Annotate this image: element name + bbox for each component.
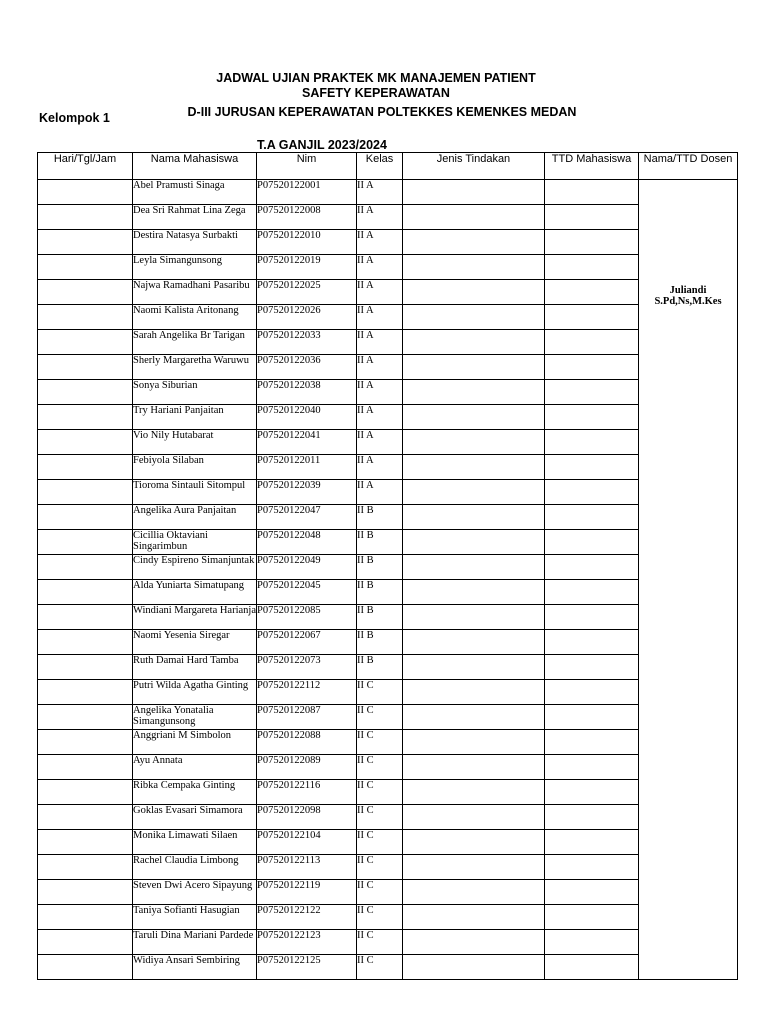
student-nim-cell: P07520122036 — [257, 355, 357, 380]
jenis-tindakan-cell — [403, 180, 545, 205]
jenis-tindakan-cell — [403, 305, 545, 330]
ttd-mahasiswa-cell — [545, 230, 639, 255]
student-name-cell: Angelika Aura Panjaitan — [133, 505, 257, 530]
jenis-tindakan-cell — [403, 630, 545, 655]
ttd-mahasiswa-cell — [545, 830, 639, 855]
table-row — [38, 705, 738, 730]
student-name-cell: Febiyola Silaban — [133, 455, 257, 480]
student-name-cell: Try Hariani Panjaitan — [133, 405, 257, 430]
ttd-mahasiswa-cell — [545, 805, 639, 830]
ttd-mahasiswa-cell — [545, 480, 639, 505]
student-nim-cell: P07520122008 — [257, 205, 357, 230]
ttd-mahasiswa-cell — [545, 355, 639, 380]
student-class-cell: II B — [357, 630, 403, 655]
jenis-tindakan-cell — [403, 205, 545, 230]
student-nim-cell: P07520122088 — [257, 730, 357, 755]
hari-cell — [38, 430, 133, 455]
table-row — [38, 455, 738, 480]
student-name-cell: Abel Pramusti Sinaga — [133, 180, 257, 205]
student-nim-cell: P07520122026 — [257, 305, 357, 330]
jenis-tindakan-cell — [403, 330, 545, 355]
student-nim-cell: P07520122085 — [257, 605, 357, 630]
table-row — [38, 780, 738, 805]
column-header-jenis-tindakan: Jenis Tindakan — [403, 153, 545, 180]
hari-cell — [38, 905, 133, 930]
student-nim-cell: P07520122047 — [257, 505, 357, 530]
student-class-cell: II A — [357, 305, 403, 330]
student-class-cell: II C — [357, 855, 403, 880]
table-row — [38, 380, 738, 405]
jenis-tindakan-cell — [403, 705, 545, 730]
student-nim-cell: P07520122039 — [257, 480, 357, 505]
ttd-mahasiswa-cell — [545, 430, 639, 455]
ttd-mahasiswa-cell — [545, 555, 639, 580]
hari-cell — [38, 255, 133, 280]
ttd-mahasiswa-cell — [545, 580, 639, 605]
ttd-mahasiswa-cell — [545, 655, 639, 680]
table-row — [38, 480, 738, 505]
ttd-mahasiswa-cell — [545, 780, 639, 805]
student-class-cell: II C — [357, 930, 403, 955]
student-nim-cell: P07520122122 — [257, 905, 357, 930]
student-name-cell: Leyla Simangunsong — [133, 255, 257, 280]
table-row — [38, 655, 738, 680]
jenis-tindakan-cell — [403, 555, 545, 580]
student-name-cell: Ruth Damai Hard Tamba — [133, 655, 257, 680]
ttd-mahasiswa-cell — [545, 455, 639, 480]
ttd-mahasiswa-cell — [545, 905, 639, 930]
ttd-mahasiswa-cell — [545, 955, 639, 980]
student-name-cell: Taruli Dina Mariani Pardede — [133, 930, 257, 955]
student-class-cell: II A — [357, 480, 403, 505]
hari-cell — [38, 355, 133, 380]
hari-cell — [38, 580, 133, 605]
table-row — [38, 755, 738, 780]
jenis-tindakan-cell — [403, 805, 545, 830]
student-nim-cell: P07520122113 — [257, 855, 357, 880]
jenis-tindakan-cell — [403, 430, 545, 455]
hari-cell — [38, 805, 133, 830]
hari-cell — [38, 305, 133, 330]
student-name-cell: Alda Yuniarta Simatupang — [133, 580, 257, 605]
student-name-cell: Monika Limawati Silaen — [133, 830, 257, 855]
student-class-cell: II C — [357, 830, 403, 855]
hari-cell — [38, 280, 133, 305]
student-name-cell: Rachel Claudia Limbong — [133, 855, 257, 880]
student-name-cell: Widiya Ansari Sembiring — [133, 955, 257, 980]
table-row — [38, 805, 738, 830]
student-class-cell: II A — [357, 330, 403, 355]
lecturer-cell — [639, 180, 738, 980]
jenis-tindakan-cell — [403, 780, 545, 805]
jenis-tindakan-cell — [403, 730, 545, 755]
student-nim-cell: P07520122067 — [257, 630, 357, 655]
student-name-cell: Sherly Margaretha Waruwu — [133, 355, 257, 380]
lecturer-name: Juliandi — [669, 285, 707, 296]
jenis-tindakan-cell — [403, 580, 545, 605]
table-row — [38, 605, 738, 630]
student-class-cell: II C — [357, 780, 403, 805]
student-name-cell: Dea Sri Rahmat Lina Zega — [133, 205, 257, 230]
student-nim-cell: P07520122112 — [257, 680, 357, 705]
jenis-tindakan-cell — [403, 955, 545, 980]
ttd-mahasiswa-cell — [545, 630, 639, 655]
student-name-cell: Cindy Espireno Simanjuntak — [133, 555, 257, 580]
ttd-mahasiswa-cell — [545, 680, 639, 705]
student-nim-cell: P07520122116 — [257, 780, 357, 805]
column-header-kelas: Kelas — [357, 153, 403, 180]
hari-cell — [38, 730, 133, 755]
hari-cell — [38, 780, 133, 805]
student-nim-cell: P07520122049 — [257, 555, 357, 580]
table-row — [38, 880, 738, 905]
ttd-mahasiswa-cell — [545, 180, 639, 205]
student-nim-cell: P07520122104 — [257, 830, 357, 855]
hari-cell — [38, 855, 133, 880]
jenis-tindakan-cell — [403, 930, 545, 955]
jenis-tindakan-cell — [403, 530, 545, 555]
table-row — [38, 305, 738, 330]
table-row — [38, 180, 738, 205]
table-row — [38, 730, 738, 755]
student-nim-cell: P07520122125 — [257, 955, 357, 980]
table-row — [38, 955, 738, 980]
ttd-mahasiswa-cell — [545, 205, 639, 230]
column-header-nim: Nim — [257, 153, 357, 180]
student-class-cell: II C — [357, 755, 403, 780]
student-name-cell: Sarah Angelika Br Tarigan — [133, 330, 257, 355]
student-nim-cell: P07520122033 — [257, 330, 357, 355]
student-name-cell: Taniya Sofianti Hasugian — [133, 905, 257, 930]
table-row — [38, 530, 738, 555]
student-name-cell: Naomi Kalista Aritonang — [133, 305, 257, 330]
table-row — [38, 505, 738, 530]
hari-cell — [38, 180, 133, 205]
student-class-cell: II C — [357, 705, 403, 730]
ttd-mahasiswa-cell — [545, 930, 639, 955]
hari-cell — [38, 405, 133, 430]
table-row — [38, 205, 738, 230]
student-name-cell: Goklas Evasari Simamora — [133, 805, 257, 830]
hari-cell — [38, 380, 133, 405]
jenis-tindakan-cell — [403, 680, 545, 705]
student-class-cell: II A — [357, 380, 403, 405]
table-row — [38, 905, 738, 930]
student-nim-cell: P07520122010 — [257, 230, 357, 255]
document-subtitle: SAFETY KEPERAWATAN — [302, 86, 450, 100]
hari-cell — [38, 455, 133, 480]
student-nim-cell: P07520122073 — [257, 655, 357, 680]
hari-cell — [38, 330, 133, 355]
student-nim-cell: P07520122098 — [257, 805, 357, 830]
student-class-cell: II A — [357, 280, 403, 305]
column-header-nama: Nama Mahasiswa — [133, 153, 257, 180]
student-name-cell: Sonya Siburian — [133, 380, 257, 405]
table-row — [38, 855, 738, 880]
student-class-cell: II A — [357, 355, 403, 380]
hari-cell — [38, 505, 133, 530]
student-class-cell: II B — [357, 605, 403, 630]
jenis-tindakan-cell — [403, 905, 545, 930]
hari-cell — [38, 605, 133, 630]
table-row — [38, 430, 738, 455]
institution-title: D-III JURUSAN KEPERAWATAN POLTEKKES KEMENKES MEDAN — [187, 105, 577, 119]
student-class-cell: II C — [357, 730, 403, 755]
student-nim-cell: P07520122123 — [257, 930, 357, 955]
student-name-cell: Ayu Annata — [133, 755, 257, 780]
ttd-mahasiswa-cell — [545, 855, 639, 880]
student-class-cell: II A — [357, 180, 403, 205]
hari-cell — [38, 755, 133, 780]
ttd-mahasiswa-cell — [545, 705, 639, 730]
student-class-cell: II C — [357, 905, 403, 930]
jenis-tindakan-cell — [403, 255, 545, 280]
student-nim-cell: P07520122041 — [257, 430, 357, 455]
student-class-cell: II B — [357, 655, 403, 680]
table-row — [38, 355, 738, 380]
student-name-cell: Cicillia Oktaviani Singarimbun — [133, 530, 257, 555]
student-class-cell: II A — [357, 230, 403, 255]
student-class-cell: II C — [357, 880, 403, 905]
jenis-tindakan-cell — [403, 655, 545, 680]
academic-year: T.A GANJIL 2023/2024 — [257, 138, 387, 152]
table-row — [38, 405, 738, 430]
student-nim-cell: P07520122087 — [257, 705, 357, 730]
student-nim-cell: P07520122019 — [257, 255, 357, 280]
student-name-cell: Putri Wilda Agatha Ginting — [133, 680, 257, 705]
student-class-cell: II A — [357, 255, 403, 280]
ttd-mahasiswa-cell — [545, 530, 639, 555]
student-class-cell: II B — [357, 555, 403, 580]
jenis-tindakan-cell — [403, 505, 545, 530]
table-row — [38, 630, 738, 655]
student-class-cell: II A — [357, 430, 403, 455]
ttd-mahasiswa-cell — [545, 880, 639, 905]
exam-schedule-table — [37, 152, 738, 980]
student-class-cell: II C — [357, 955, 403, 980]
student-name-cell: Anggriani M Simbolon — [133, 730, 257, 755]
ttd-mahasiswa-cell — [545, 605, 639, 630]
ttd-mahasiswa-cell — [545, 305, 639, 330]
column-header-hari: Hari/Tgl/Jam — [38, 153, 133, 180]
student-name-cell: Windiani Margareta Harianja — [133, 605, 257, 630]
student-class-cell: II C — [357, 805, 403, 830]
student-class-cell: II A — [357, 455, 403, 480]
table-row — [38, 680, 738, 705]
hari-cell — [38, 930, 133, 955]
column-header-ttd-mahasiswa: TTD Mahasiswa — [545, 153, 639, 180]
student-nim-cell: P07520122048 — [257, 530, 357, 555]
student-class-cell: II A — [357, 205, 403, 230]
jenis-tindakan-cell — [403, 605, 545, 630]
column-header-dosen: Nama/TTD Dosen — [639, 153, 738, 180]
hari-cell — [38, 480, 133, 505]
student-nim-cell: P07520122001 — [257, 180, 357, 205]
ttd-mahasiswa-cell — [545, 380, 639, 405]
ttd-mahasiswa-cell — [545, 730, 639, 755]
student-name-cell: Najwa Ramadhani Pasaribu — [133, 280, 257, 305]
student-nim-cell: P07520122038 — [257, 380, 357, 405]
table-header-row — [38, 153, 738, 180]
hari-cell — [38, 530, 133, 555]
jenis-tindakan-cell — [403, 455, 545, 480]
group-label: Kelompok 1 — [39, 111, 110, 125]
student-class-cell: II A — [357, 405, 403, 430]
jenis-tindakan-cell — [403, 830, 545, 855]
hari-cell — [38, 830, 133, 855]
jenis-tindakan-cell — [403, 405, 545, 430]
student-nim-cell: P07520122119 — [257, 880, 357, 905]
table-row — [38, 930, 738, 955]
jenis-tindakan-cell — [403, 380, 545, 405]
ttd-mahasiswa-cell — [545, 755, 639, 780]
ttd-mahasiswa-cell — [545, 330, 639, 355]
jenis-tindakan-cell — [403, 755, 545, 780]
lecturer-title: S.Pd,Ns,M.Kes — [654, 296, 722, 307]
hari-cell — [38, 680, 133, 705]
hari-cell — [38, 880, 133, 905]
student-nim-cell: P07520122025 — [257, 280, 357, 305]
hari-cell — [38, 630, 133, 655]
student-nim-cell: P07520122011 — [257, 455, 357, 480]
student-nim-cell: P07520122040 — [257, 405, 357, 430]
hari-cell — [38, 205, 133, 230]
document-title: JADWAL UJIAN PRAKTEK MK MANAJEMEN PATIENT — [216, 71, 536, 85]
student-name-cell: Naomi Yesenia Siregar — [133, 630, 257, 655]
student-class-cell: II B — [357, 530, 403, 555]
hari-cell — [38, 655, 133, 680]
ttd-mahasiswa-cell — [545, 405, 639, 430]
table-body — [38, 180, 738, 980]
hari-cell — [38, 555, 133, 580]
student-name-cell: Angelika Yonatalia Simangunsong — [133, 705, 257, 730]
hari-cell — [38, 955, 133, 980]
student-name-cell: Tioroma Sintauli Sitompul — [133, 480, 257, 505]
table-row — [38, 330, 738, 355]
ttd-mahasiswa-cell — [545, 280, 639, 305]
student-nim-cell: P07520122089 — [257, 755, 357, 780]
table-row — [38, 555, 738, 580]
student-name-cell: Destira Natasya Surbakti — [133, 230, 257, 255]
hari-cell — [38, 705, 133, 730]
table-row — [38, 580, 738, 605]
student-class-cell: II C — [357, 680, 403, 705]
table-row — [38, 255, 738, 280]
ttd-mahasiswa-cell — [545, 505, 639, 530]
table-row — [38, 280, 738, 305]
student-name-cell: Vio Nily Hutabarat — [133, 430, 257, 455]
student-nim-cell: P07520122045 — [257, 580, 357, 605]
student-class-cell: II B — [357, 580, 403, 605]
jenis-tindakan-cell — [403, 355, 545, 380]
student-name-cell: Steven Dwi Acero Sipayung — [133, 880, 257, 905]
jenis-tindakan-cell — [403, 480, 545, 505]
ttd-mahasiswa-cell — [545, 255, 639, 280]
student-class-cell: II B — [357, 505, 403, 530]
table-row — [38, 830, 738, 855]
jenis-tindakan-cell — [403, 230, 545, 255]
jenis-tindakan-cell — [403, 880, 545, 905]
table-row — [38, 230, 738, 255]
hari-cell — [38, 230, 133, 255]
student-name-cell: Ribka Cempaka Ginting — [133, 780, 257, 805]
jenis-tindakan-cell — [403, 280, 545, 305]
jenis-tindakan-cell — [403, 855, 545, 880]
